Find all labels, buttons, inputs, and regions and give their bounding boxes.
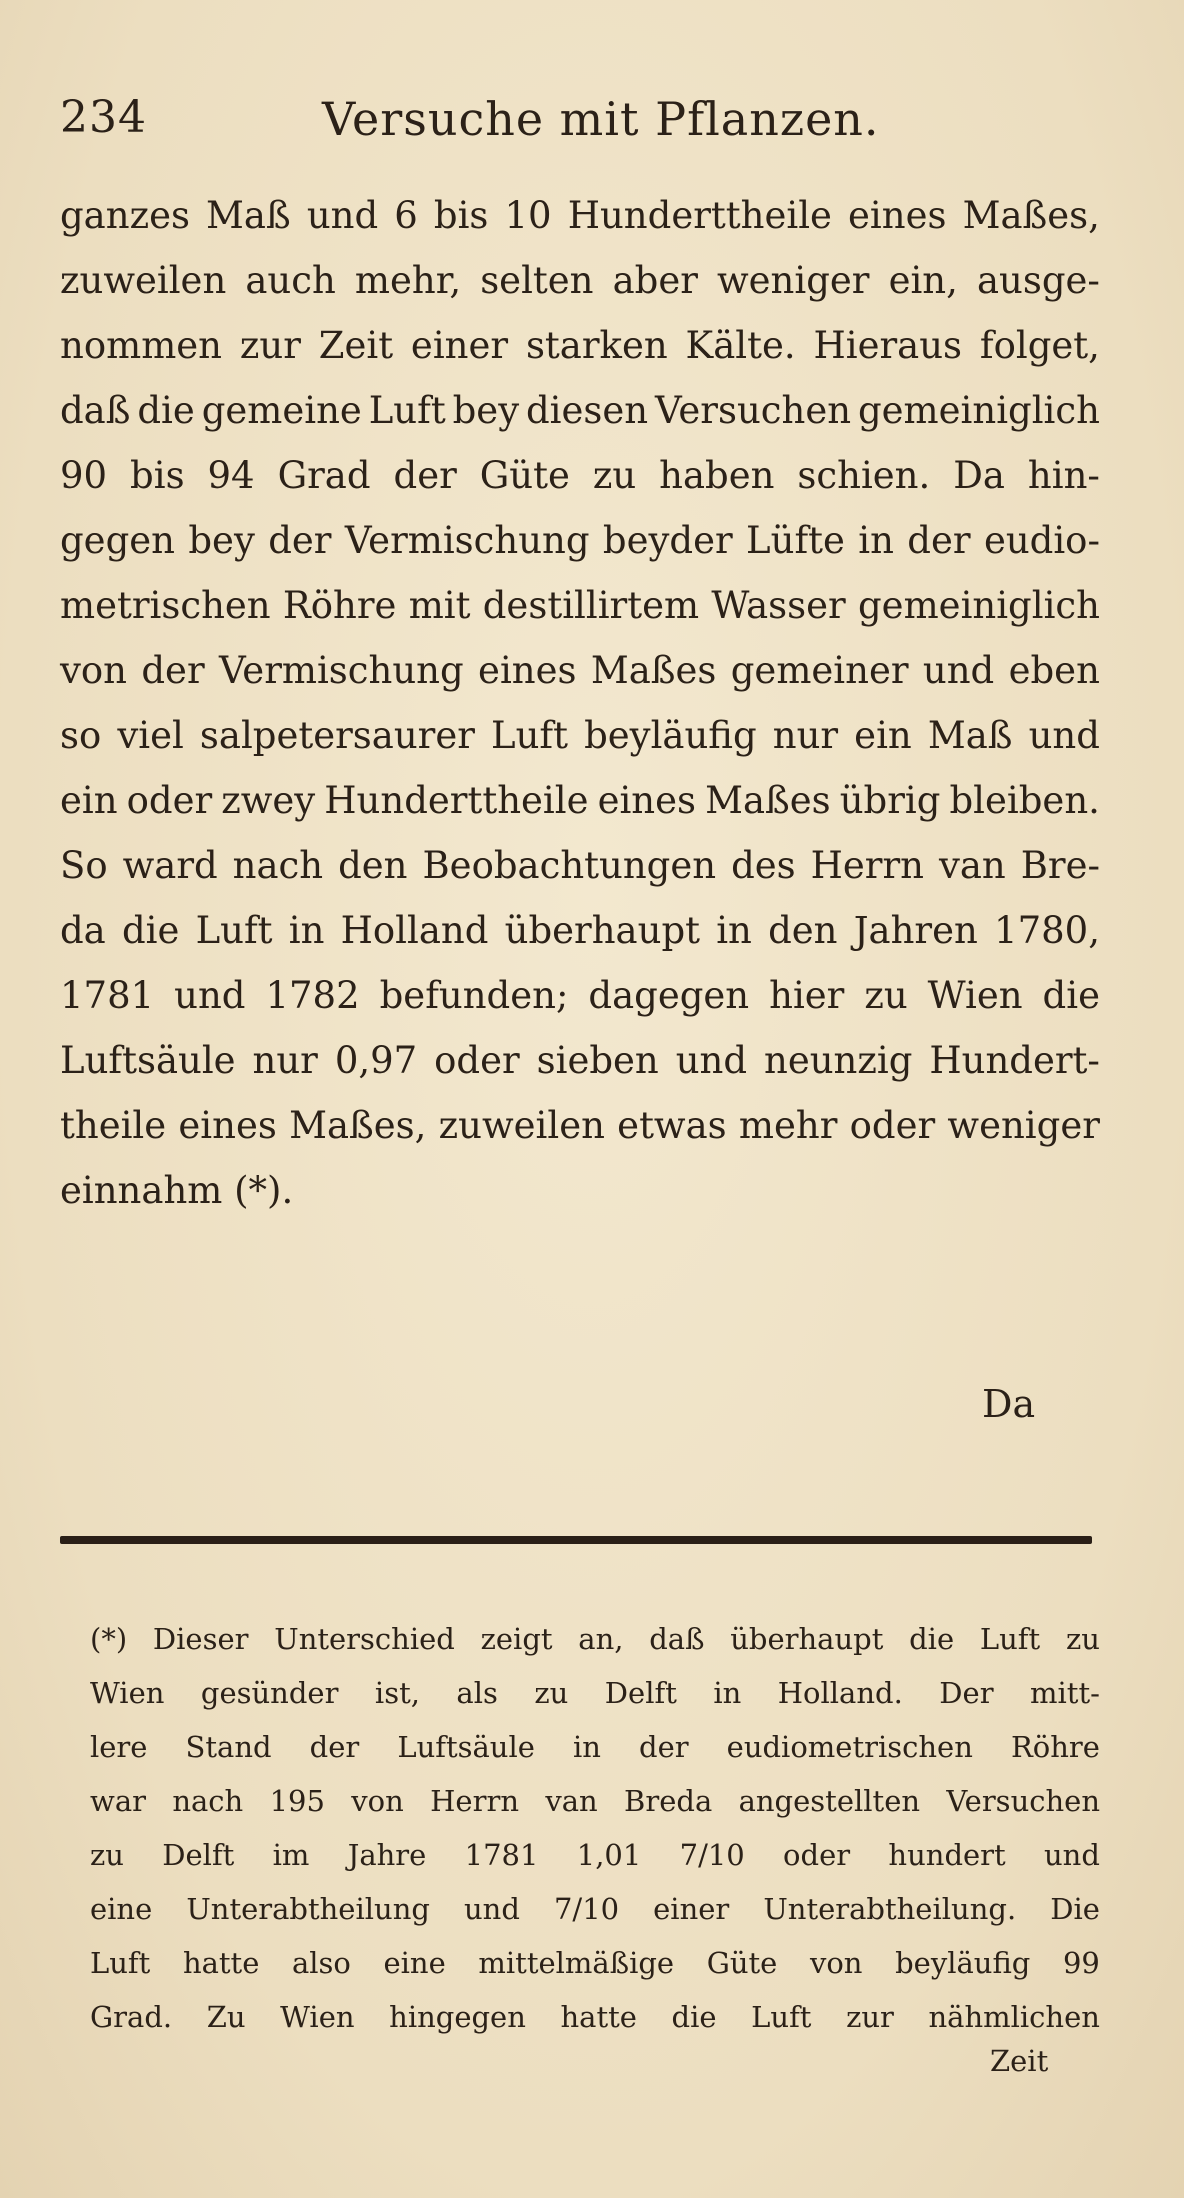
body-line: ganzes Maß und 6 bis 10 Hunderttheile eines Maßes,	[60, 194, 1100, 237]
catchword: Da	[982, 1382, 1036, 1426]
body-line: so viel salpetersaurer Luft beyläufig nur ein Maß und	[60, 714, 1100, 757]
body-line: theile eines Maßes, zuweilen etwas mehr oder weniger	[60, 1104, 1100, 1147]
footnote-line: zu Delft im Jahre 1781 1,01 7/10 oder hundert und	[90, 1838, 1100, 1872]
page-number: 234	[60, 92, 147, 143]
body-line: zuweilen auch mehr, selten aber weniger ein, ausge-	[60, 259, 1100, 302]
body-line: von der Vermischung eines Maßes gemeiner und eben	[60, 649, 1100, 692]
running-title: Versuche mit Pflanzen.	[322, 92, 880, 146]
body-line: einnahm (*).	[60, 1169, 294, 1212]
footnote-line: (*) Dieser Unterschied zeigt an, daß überhaupt die Luft zu	[90, 1622, 1100, 1656]
footnote-line: war nach 195 von Herrn van Breda angestellten Versuchen	[90, 1784, 1100, 1818]
footnote-divider	[60, 1536, 1092, 1544]
footnote-catchword: Zeit	[990, 2044, 1049, 2078]
body-line: gegen bey der Vermischung beyder Lüfte in der eudio-	[60, 519, 1100, 562]
footnote-line: eine Unterabtheilung und 7/10 einer Unterabtheilung. Die	[90, 1892, 1100, 1926]
footnote-line: Wien gesünder ist, als zu Delft in Holland. Der mitt-	[90, 1676, 1100, 1710]
body-line: ein oder zwey Hunderttheile eines Maßes übrig bleiben.	[60, 779, 1100, 822]
footnote-line: Grad. Zu Wien hingegen hatte die Luft zur nähmlichen	[90, 2000, 1100, 2034]
footnote-line: Luft hatte also eine mittelmäßige Güte von beyläufig 99	[90, 1946, 1100, 1980]
body-text	[60, 183, 1100, 1223]
body-line: 90 bis 94 Grad der Güte zu haben schien. Da hin-	[60, 454, 1100, 497]
body-line: da die Luft in Holland überhaupt in den Jahren 1780,	[60, 909, 1100, 952]
body-line: 1781 und 1782 befunden; dagegen hier zu Wien die	[60, 974, 1100, 1017]
body-line: So ward nach den Beobachtungen des Herrn van Bre-	[60, 844, 1100, 887]
body-line: Luftsäule nur 0,97 oder sieben und neunzig Hundert-	[60, 1039, 1100, 1082]
page-header	[60, 92, 1124, 152]
footnote	[90, 1612, 1100, 2044]
body-line: nommen zur Zeit einer starken Kälte. Hieraus folget,	[60, 324, 1100, 367]
body-line: daß die gemeine Luft bey diesen Versuchen gemeiniglich	[60, 389, 1100, 432]
body-line: metrischen Röhre mit destillirtem Wasser gemeiniglich	[60, 584, 1100, 627]
footnote-line: lere Stand der Luftsäule in der eudiometrischen Röhre	[90, 1730, 1100, 1764]
